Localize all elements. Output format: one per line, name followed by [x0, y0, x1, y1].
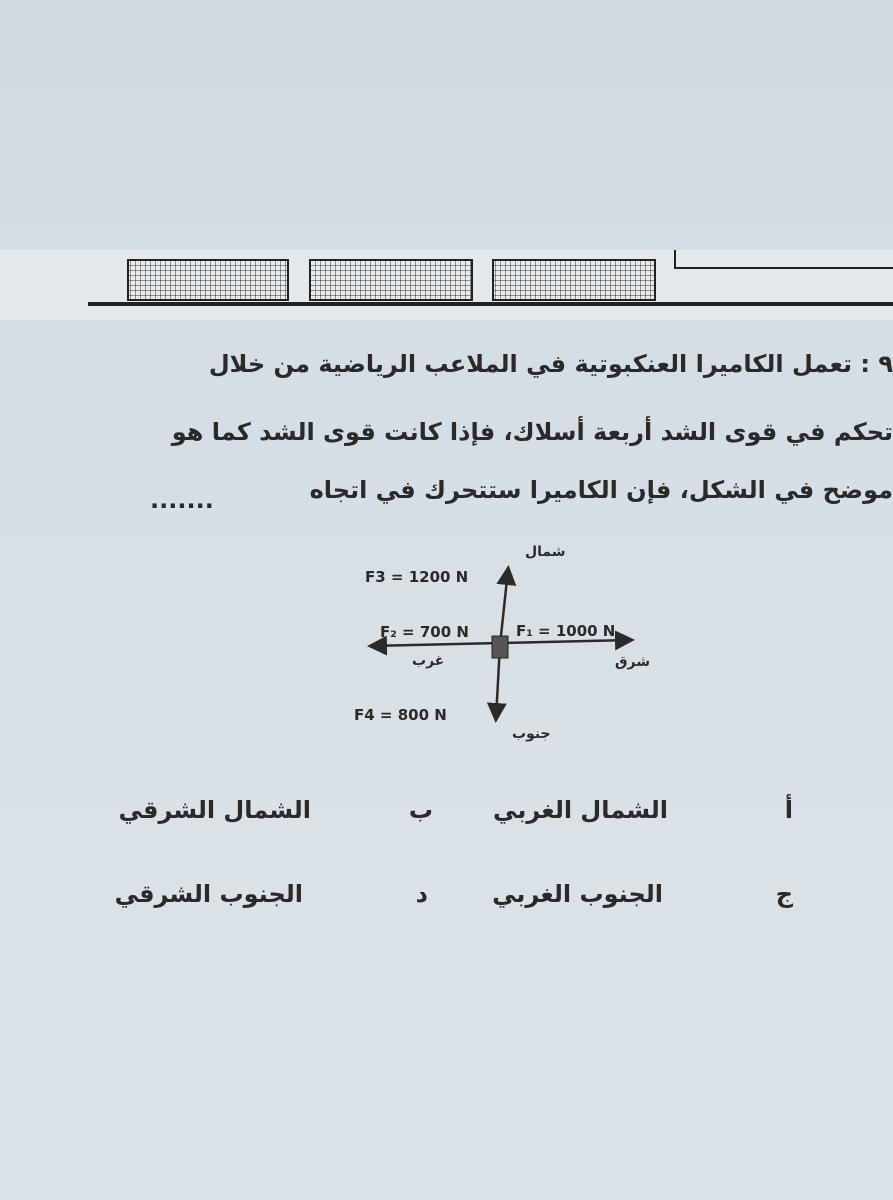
east-label: شرق	[615, 654, 650, 670]
hatched-box-3	[493, 260, 655, 300]
f1-label: F₁ = 1000 N	[516, 622, 616, 640]
option-a-text[interactable]: الشمال الغربي	[493, 796, 668, 824]
option-d-letter[interactable]: د	[415, 880, 428, 908]
south-label: جنوب	[512, 726, 551, 742]
f3-label: F3 = 1200 N	[365, 568, 469, 586]
option-c-letter[interactable]: ج	[775, 880, 793, 908]
north-label: شمال	[525, 544, 566, 560]
option-b-letter[interactable]: ب	[408, 796, 433, 824]
f4-label: F4 = 800 N	[354, 706, 447, 724]
west-label: غرب	[412, 653, 445, 669]
option-a-letter[interactable]: أ	[784, 796, 793, 824]
blank-dots: .......	[150, 486, 214, 514]
f2-label: F₂ = 700 N	[380, 623, 469, 641]
force-diagram	[340, 540, 660, 750]
option-d-text[interactable]: الجنوب الشرقي	[114, 880, 303, 908]
hatched-box-1	[128, 260, 288, 300]
option-c-text[interactable]: الجنوب الغربي	[492, 880, 663, 908]
hatched-box-2	[310, 260, 472, 300]
previous-figure-fragment	[0, 250, 893, 320]
east-arrow	[500, 640, 630, 643]
camera-block	[492, 636, 508, 658]
north-arrow	[500, 570, 508, 645]
option-b-text[interactable]: الشمال الشرقي	[118, 796, 311, 824]
question-line-2: تحكم في قوى الشد أربعة أسلاك، فإذا كانت قوى الشد كما هو	[171, 418, 893, 446]
question-line-1: ٩ : تعمل الكاميرا العنكبوتية في الملاعب الرياضية من خلال	[208, 350, 893, 378]
question-line-3: موضح في الشكل، فإن الكاميرا ستتحرك في اتجاه	[309, 476, 893, 504]
west-arrow	[372, 643, 500, 646]
